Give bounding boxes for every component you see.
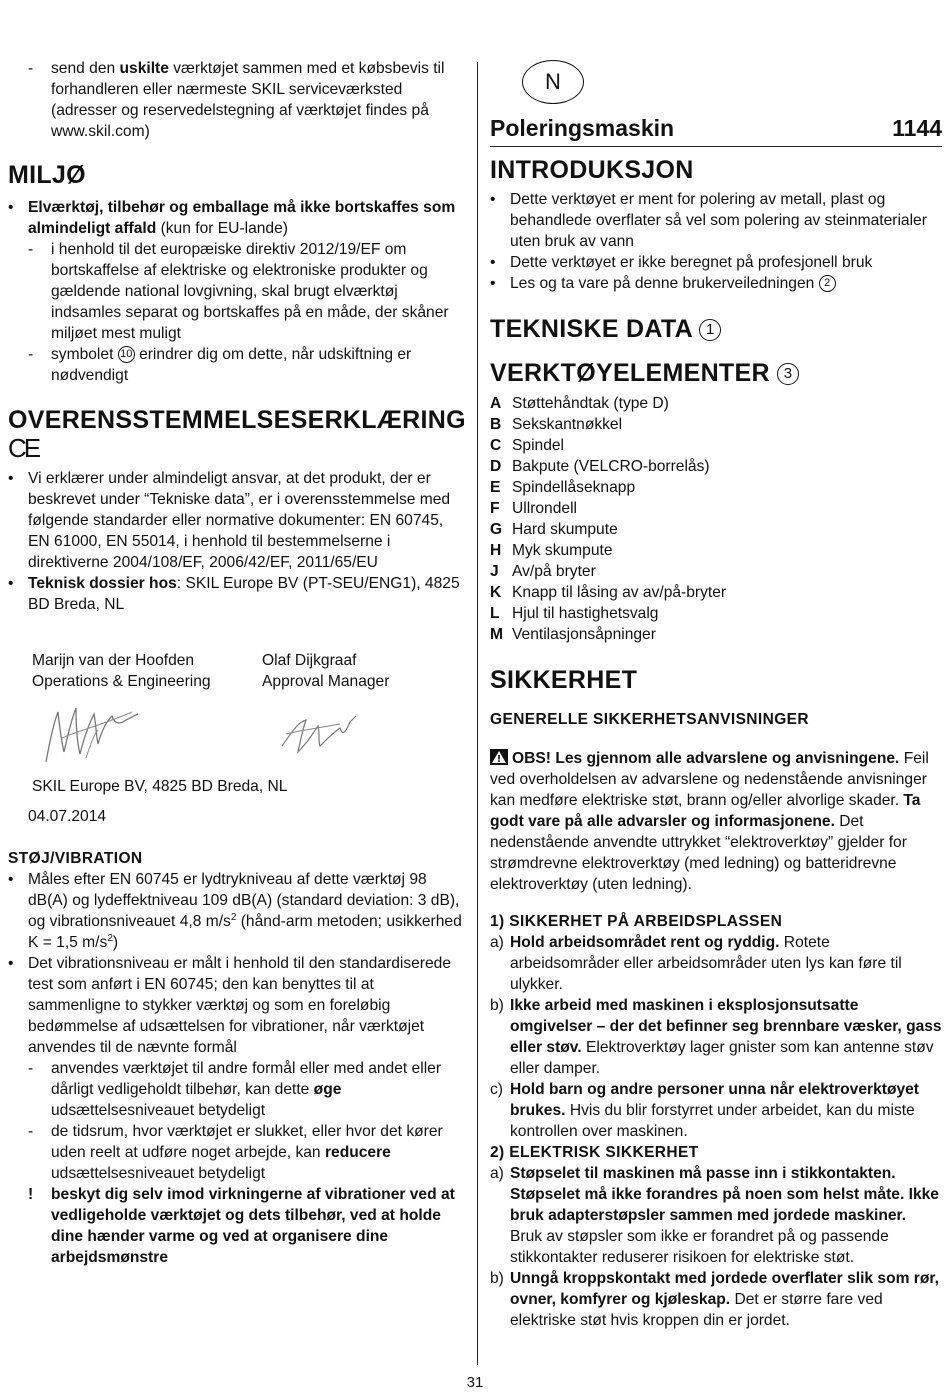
- part-label: Ullrondell: [512, 500, 578, 517]
- part-label: Spindel: [512, 437, 565, 454]
- stoj-warning: ! beskyt dig selv imod virkningerne af vibrationer ved at vedligeholde værktøjet og dets tilbehør, ved at holde dine hænder varme og ved at organisere dine arbejdsmønstre: [28, 1186, 455, 1266]
- part-key: E: [490, 479, 501, 496]
- part-key: B: [490, 416, 502, 433]
- overens-bullet-1: • Vi erklærer under almindeligt ansvar, at det produkt, der er beskrevet under “Tekniske data”, er i overensstemmelse med følgende standarder eller normative dokumenter: EN 60745, EN 61000, EN 55014, i henhold til bestemmelserne i direktiverne 2004/108/EF, 2006/42/EF, 2011/65/EU: [8, 468, 466, 573]
- stoj-section: [8, 869, 466, 1268]
- company-address: SKIL Europe BV, 4825 BD Breda, NL: [32, 778, 288, 795]
- part-label: Støttehåndtak (type D): [512, 395, 669, 412]
- miljo-section: [8, 197, 466, 386]
- part-label: Hjul til hastighetsvalg: [512, 605, 659, 622]
- stoj-bullet-1: • Måles efter EN 60745 er lydtrykniveau af dette værktøj 98 dB(A) og lydeffektniveau 109 dB(A) (standard deviation: 3 dB), og vibrationsniveauet 4,8 $m/s^2$ (hånd-arm metoden; usikkerhed K = 1,5 $m/s^2$): [8, 869, 466, 953]
- parts-legend: [490, 393, 726, 645]
- electrical-item-a: a) Støpselet til maskinen må passe inn i stikkontakten. Støpselet må ikke forandres på noen som helst måte. Ikke bruk adapterstøpsler sammen med jordede maskiner. Bruk av støpsler som ikke er forandret på og passende stikkontakter reduserer risikoen for elektriske støt.: [490, 1165, 939, 1266]
- intro-heading: INTRODUKSJON: [490, 156, 694, 184]
- intro-bullet-3: • Les og ta vare på denne brukerveiledningen 2: [490, 273, 942, 294]
- generelle-subheading: GENERELLE SIKKERHETSANVISNINGER: [490, 711, 809, 728]
- miljo-heading: MILJØ: [8, 161, 86, 189]
- page-number: 31: [466, 1374, 484, 1391]
- part-key: L: [490, 605, 500, 622]
- part-label: Myk skumpute: [512, 542, 613, 559]
- electrical-item-b: b) Unngå kroppskontakt med jordede overflater slik som rør, ovner, komfyrer og kjøleskap. Det er større fare ved elektriske støt hvis kroppen din er jordet.: [490, 1270, 939, 1329]
- tekniske-heading: TEKNISKE DATA 1: [490, 314, 721, 344]
- workplace-item-b: b) Ikke arbeid med maskinen i eksplosjonsutsatte omgivelser – der det befinner seg brennbare væsker, gass eller støv. Elektroverktøy lager gnister som kan antenne støv eller damper.: [490, 997, 942, 1077]
- sikkerhet-heading: SIKKERHET: [490, 666, 638, 694]
- stoj-dash-2: - de tidsrum, hvor værktøjet er slukket, eller hvor det kører uden reelt at udføre noget arbejde, kan reducere udsættelsesniveauet betydeligt: [28, 1123, 443, 1182]
- part-key: A: [490, 395, 502, 412]
- miljo-dash-2: - symbolet 10 erindrer dig om dette, når udskiftning er nødvendigt: [28, 346, 412, 384]
- intro-bullet-1: • Dette verktøyet er ment for polering av metall, plast og behandlede overflater så vel som polering av steinmaterialer uten bruk av vann: [490, 189, 942, 252]
- stoj-dash-1: - anvendes værktøjet til andre formål eller med andet eller dårligt vedligeholdt tilbehør, kan dette øge udsættelsesniveauet betydeligt: [28, 1060, 442, 1119]
- electrical-safety-heading: 2) ELEKTRISK SIKKERHET: [490, 1144, 699, 1161]
- product-name: Poleringsmaskin: [490, 115, 675, 141]
- declaration-date: 04.07.2014: [28, 808, 107, 825]
- part-key: C: [490, 437, 502, 454]
- symbol-2-icon: 2: [819, 275, 836, 292]
- workplace-safety-heading: 1) SIKKERHET PÅ ARBEIDSPLASSEN: [490, 913, 783, 930]
- workplace-item-a: a) Hold arbeidsområdet rent og ryddig. Rotete arbeidsområder eller arbeidsområder uten lys kan føre til ulykker.: [490, 934, 902, 993]
- miljo-bullet: • Elværktøj, tilbehør og emballage må ikke bortskaffes som almindeligt affald (kun for EU-lande): [8, 197, 466, 239]
- ce-mark-icon: CE: [8, 433, 39, 463]
- safety-list: [490, 912, 942, 1331]
- part-label: Hard skumpute: [512, 521, 618, 538]
- stoj-bullet-2: • Det vibrationsniveau er målt i henhold til den standardiserede test som anført i EN 60745; den kan benyttes til at sammenligne to stykker værktøj og som en foreløbig bedømmelse af udsættelsen for vibrationer, når værktøjet anvendes til de nævnte formål: [8, 953, 466, 1058]
- overens-bullet-2: • Teknisk dossier hos: SKIL Europe BV (PT-SEU/ENG1), 4825 BD Breda, NL: [8, 573, 466, 615]
- overens-heading: OVERENSSTEMMELSESERKLÆRING: [8, 406, 466, 434]
- miljo-dash-1: - i henhold til det europæiske direktiv 2012/19/EF om bortskaffelse af elektriske og elektroniske produkter og gældende national lovgivning, skal brugt elværktøj indsamles separat og bortskaffes på en måde, der skåner miljøet mest muligt: [28, 241, 449, 342]
- part-key: F: [490, 500, 500, 517]
- symbol-10-icon: 10: [118, 346, 135, 363]
- part-key: H: [490, 542, 502, 559]
- column-divider: [477, 62, 478, 1365]
- signatory-1-role: Operations & Engineering: [32, 673, 211, 690]
- intro-section: [490, 189, 942, 294]
- symbol-3-icon: 3: [777, 363, 799, 385]
- stoj-heading: STØJ/VIBRATION: [8, 850, 143, 867]
- part-label: Ventilasjonsåpninger: [512, 626, 656, 643]
- signature-1-image: [40, 700, 140, 770]
- part-key: D: [490, 458, 502, 475]
- product-model: 1144: [892, 115, 942, 141]
- part-key: M: [490, 626, 503, 643]
- signatory-2-role: Approval Manager: [262, 673, 390, 690]
- obs-paragraph: OBS! Les gjennom alle advarslene og anvisningene. Feil ved overholdelsen av advarslene og nedenstående anvisninger kan medføre elektriske støt, brann og/eller alvorlige skader. Ta godt vare på alle advarsler og informasjonene. Det nedenstående anvendte uttrykket “elektroverktøy” gjelder for strømdrevne elektroverktøy (med ledning) og batteridrevne elektroverktøy (uten ledning).: [490, 750, 929, 893]
- title-rule: [490, 146, 942, 147]
- verktoy-heading: VERKTØYELEMENTER 3: [490, 358, 799, 388]
- signature-2-image: [278, 712, 358, 758]
- product-title: [490, 113, 942, 143]
- signatory-2: [262, 650, 389, 692]
- part-label: Bakpute (VELCRO-borrelås): [512, 458, 710, 475]
- part-label: Spindellåseknapp: [512, 479, 636, 496]
- part-label: Sekskantnøkkel: [512, 416, 623, 433]
- signatory-1-name: Marijn van der Hoofden: [32, 652, 195, 669]
- part-key: G: [490, 521, 503, 538]
- warning-triangle-icon: [490, 749, 508, 765]
- part-label: Knapp til låsing av av/på-bryter: [512, 584, 727, 601]
- part-key: J: [490, 563, 499, 580]
- intro-bullet-2: • Dette verktøyet er ikke beregnet på profesjonell bruk: [490, 252, 942, 273]
- workplace-item-c: c) Hold barn og andre personer unna når elektroverktøyet brukes. Hvis du blir forstyrret under arbeidet, kan du miste kontrollen over maskinen.: [490, 1081, 920, 1140]
- symbol-1-icon: 1: [699, 319, 721, 341]
- signatory-2-name: Olaf Dijkgraaf: [262, 652, 357, 669]
- overens-section: [8, 468, 466, 615]
- intro-dash-item: - send den uskilte værktøjet sammen med et købsbevis til forhandleren eller nærmeste SKIL serviceværksted (adresser og reservedelstegning af værktøjet findes på www.skil.com): [28, 60, 445, 140]
- signatory-1: [32, 650, 211, 692]
- part-label: Av/på bryter: [512, 563, 596, 580]
- part-key: K: [490, 584, 502, 601]
- language-badge: N: [522, 60, 584, 104]
